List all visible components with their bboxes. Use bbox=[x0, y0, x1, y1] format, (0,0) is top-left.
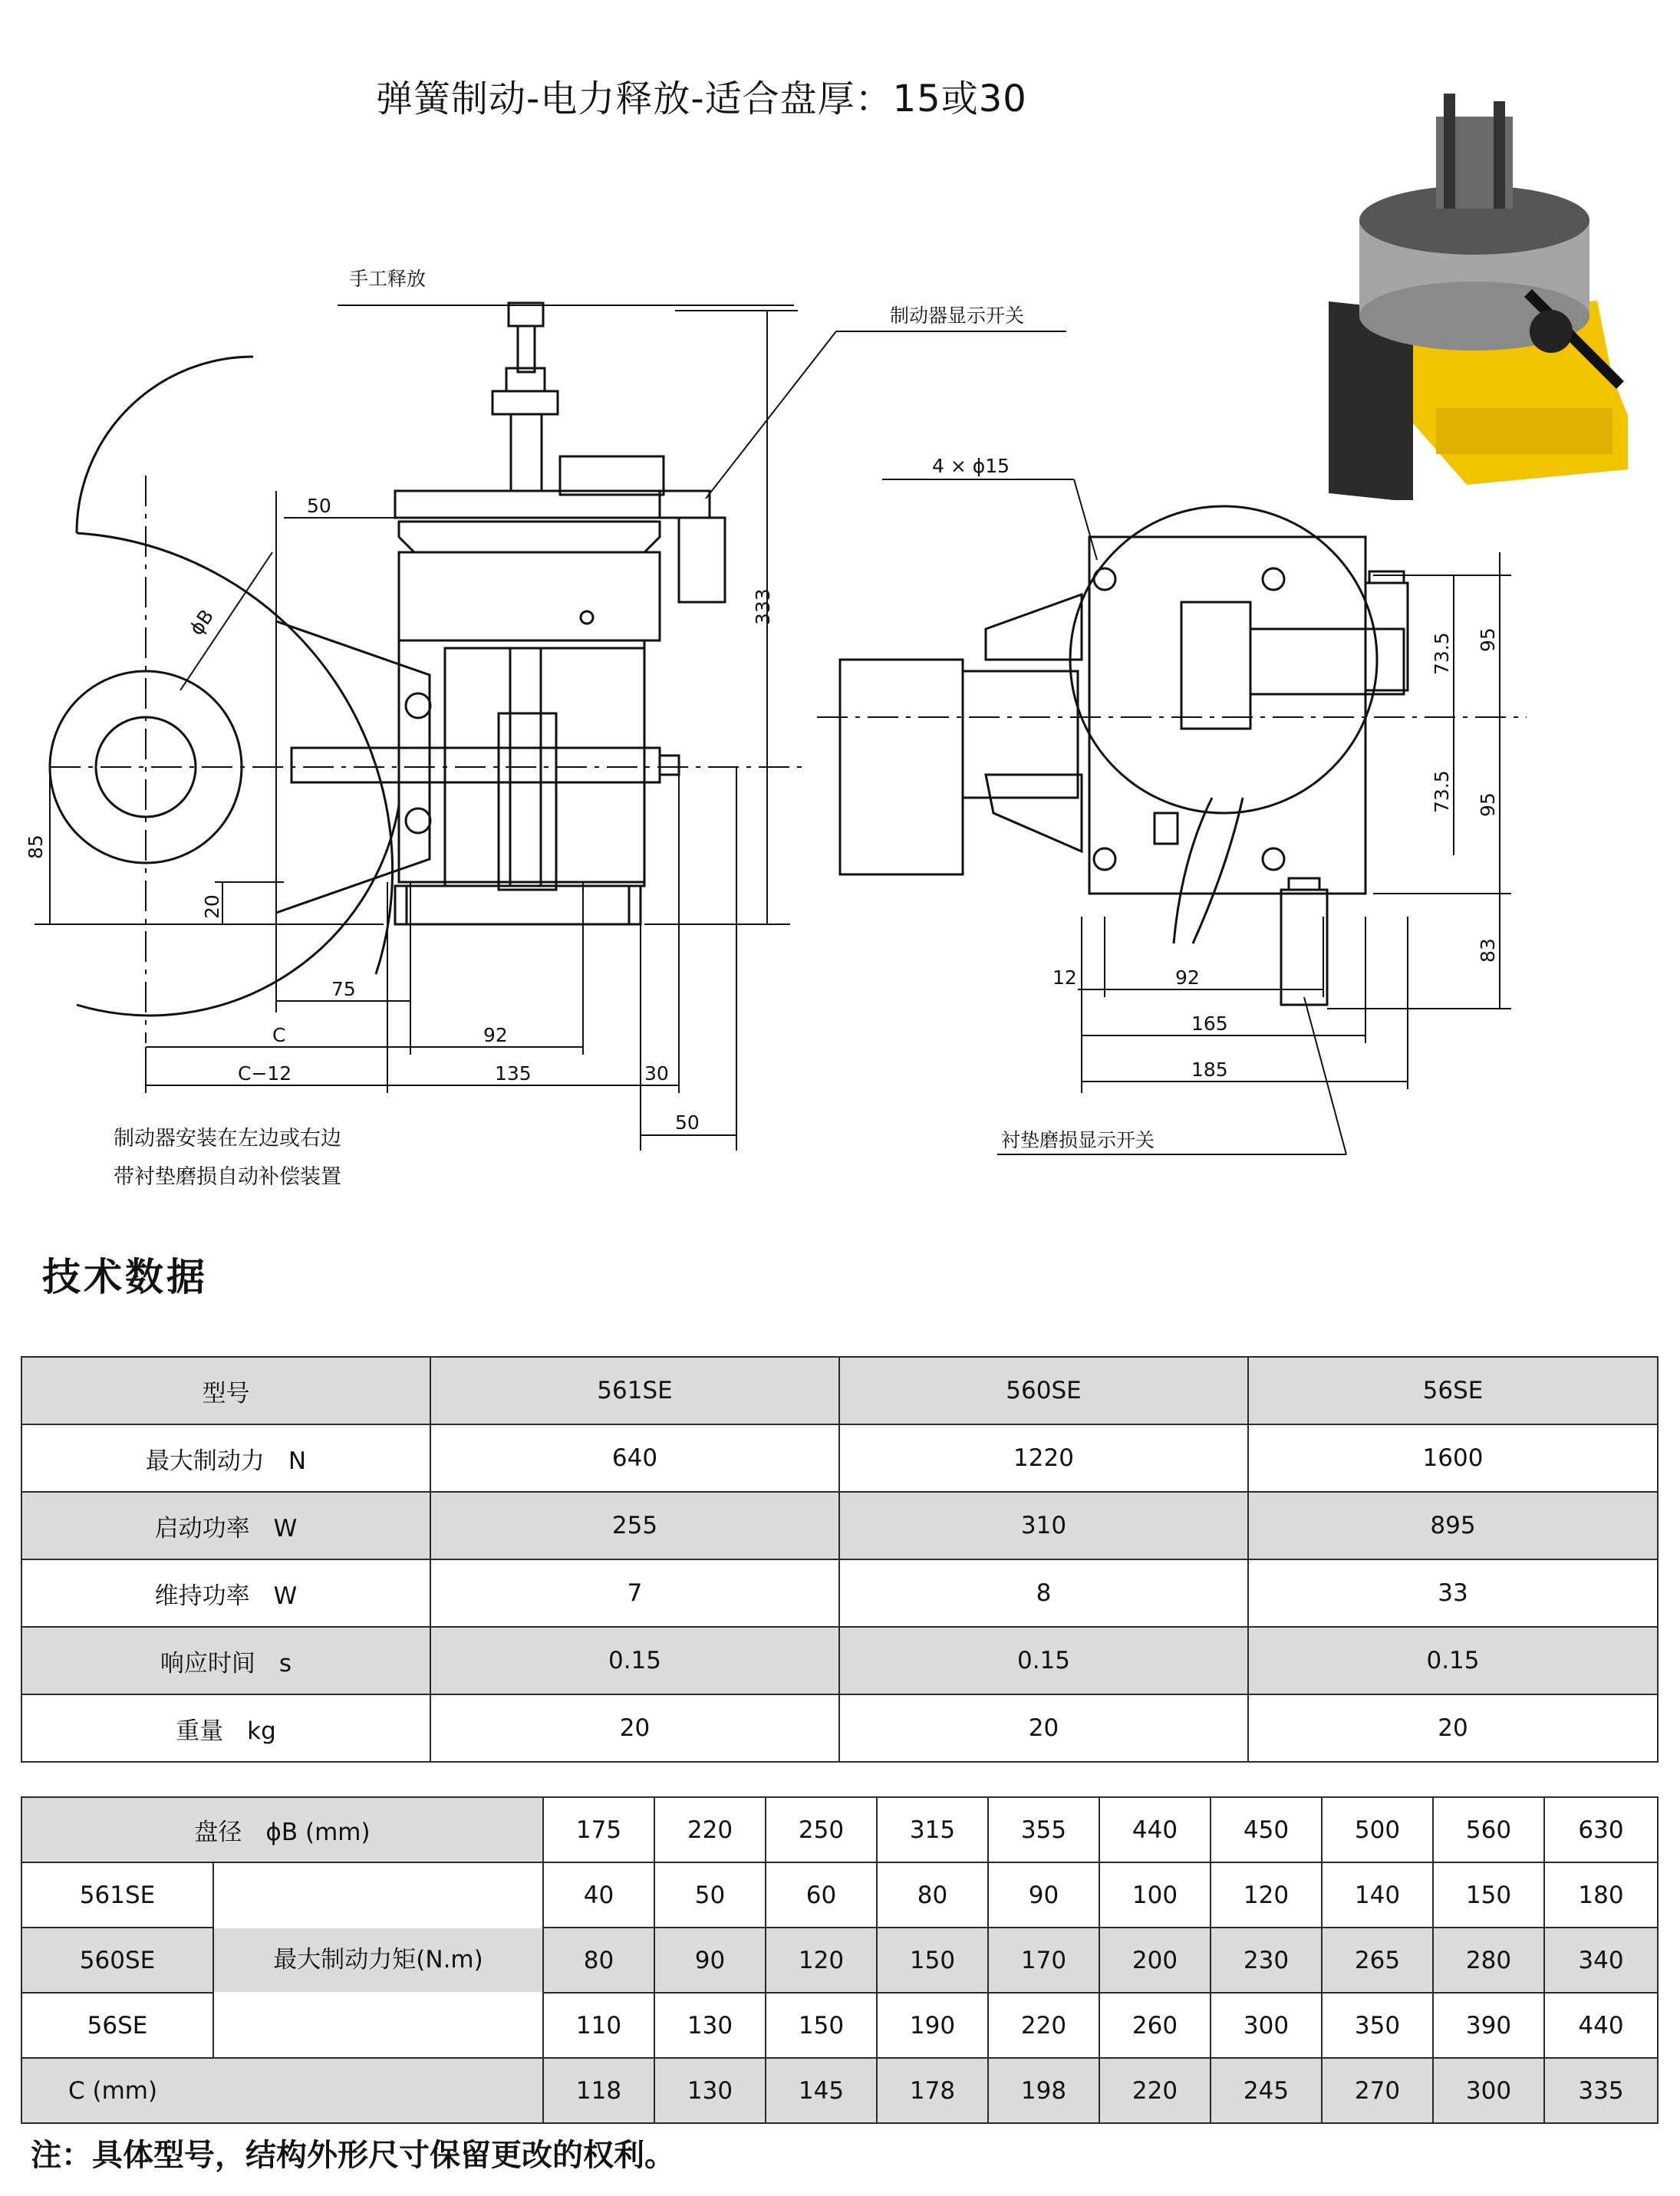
table-header-cell: 355 bbox=[988, 1797, 1099, 1862]
table-cell: 180 bbox=[1544, 1862, 1658, 1928]
table-cell: 310 bbox=[839, 1492, 1248, 1559]
lining-wear-switch-label: 衬垫磨损显示开关 bbox=[1001, 1129, 1155, 1151]
table-cell: 255 bbox=[430, 1492, 839, 1559]
dim-c: C bbox=[272, 1024, 286, 1046]
table-cell: 300 bbox=[1433, 2058, 1544, 2123]
dim-135: 135 bbox=[495, 1062, 532, 1085]
table-cell: 1220 bbox=[839, 1424, 1248, 1492]
dim-73-5-lower: 73.5 bbox=[1431, 770, 1453, 813]
table-header-cell: 型号 bbox=[21, 1357, 430, 1424]
table-row bbox=[21, 1492, 1658, 1559]
table-cell: 8 bbox=[839, 1559, 1248, 1627]
table-cell: 561SE bbox=[21, 1862, 213, 1928]
dim-92-right: 92 bbox=[1175, 966, 1200, 989]
table-cell: 60 bbox=[766, 1862, 877, 1928]
spec-table bbox=[21, 1356, 1659, 1763]
table-cell: 270 bbox=[1322, 2058, 1433, 2123]
table-header-cell: 561SE bbox=[430, 1357, 839, 1424]
dim-12: 12 bbox=[1052, 966, 1077, 989]
table-header-cell: 560 bbox=[1433, 1797, 1544, 1862]
table-row bbox=[21, 1694, 1658, 1762]
dim-50-bottom: 50 bbox=[675, 1111, 700, 1134]
table-cell: 120 bbox=[1211, 1862, 1322, 1928]
table-cell: 170 bbox=[988, 1928, 1099, 1993]
table-header-cell: 560SE bbox=[839, 1357, 1248, 1424]
table-cell: 560SE bbox=[21, 1928, 213, 1993]
table-row bbox=[21, 1797, 1658, 1862]
table-cell: 150 bbox=[1433, 1862, 1544, 1928]
brake-indicator-switch-label: 制动器显示开关 bbox=[890, 305, 1025, 327]
table-cell: 230 bbox=[1211, 1928, 1322, 1993]
table-cell: 220 bbox=[1099, 2058, 1211, 2123]
table-cell: 110 bbox=[543, 1993, 654, 2058]
table-cell: 120 bbox=[766, 1928, 877, 1993]
table-cell: 维持功率 W bbox=[21, 1559, 430, 1627]
torque-label: 最大制动力矩(N.m) bbox=[214, 1928, 542, 1992]
dim-83: 83 bbox=[1477, 938, 1499, 963]
table-cell: 245 bbox=[1211, 2058, 1322, 2123]
dim-92-left: 92 bbox=[483, 1024, 508, 1046]
table-cell: 20 bbox=[430, 1694, 839, 1762]
dim-333: 333 bbox=[752, 588, 774, 625]
table-cell: 220 bbox=[988, 1993, 1099, 2058]
dim-85: 85 bbox=[25, 835, 47, 859]
table-header-cell: 500 bbox=[1322, 1797, 1433, 1862]
table-cell: 260 bbox=[1099, 1993, 1211, 2058]
table-row bbox=[21, 1357, 1658, 1424]
table-cell: 7 bbox=[430, 1559, 839, 1627]
table-cell: 50 bbox=[654, 1862, 766, 1928]
table-header-cell: 630 bbox=[1544, 1797, 1658, 1862]
table-cell: 80 bbox=[877, 1862, 988, 1928]
drawing-notes bbox=[114, 1120, 341, 1197]
table-header-cell: 315 bbox=[877, 1797, 988, 1862]
table-header-cell: 220 bbox=[654, 1797, 766, 1862]
table-cell: 265 bbox=[1322, 1928, 1433, 1993]
table-cell: 350 bbox=[1322, 1993, 1433, 2058]
dim-20: 20 bbox=[201, 894, 223, 919]
table-cell: 200 bbox=[1099, 1928, 1211, 1993]
table-cell: 90 bbox=[988, 1862, 1099, 1928]
footer-note: 注：具体型号，结构外形尺寸保留更改的权利。 bbox=[31, 2137, 675, 2173]
table-cell: 895 bbox=[1248, 1492, 1658, 1559]
dim-50-top: 50 bbox=[307, 495, 331, 517]
table-cell: 145 bbox=[766, 2058, 877, 2123]
product-photo bbox=[1321, 86, 1643, 500]
table-cell: 198 bbox=[988, 2058, 1099, 2123]
table-cell: C (mm) bbox=[21, 2058, 543, 2123]
table-row bbox=[21, 2058, 1658, 2123]
table-cell: 100 bbox=[1099, 1862, 1211, 1928]
table-cell: 80 bbox=[543, 1928, 654, 1993]
dim-75: 75 bbox=[331, 978, 356, 1000]
table-cell: 重量 kg bbox=[21, 1694, 430, 1762]
table-cell: 0.15 bbox=[430, 1627, 839, 1694]
table-cell: 640 bbox=[430, 1424, 839, 1492]
table-row bbox=[21, 1627, 1658, 1694]
dim-95-upper: 95 bbox=[1477, 627, 1499, 652]
table-cell: 130 bbox=[654, 1993, 766, 2058]
dim-185: 185 bbox=[1191, 1058, 1228, 1081]
manual-release-label: 手工释放 bbox=[349, 268, 427, 290]
table-cell: 56SE bbox=[21, 1993, 213, 2058]
disc-diameter-label: ϕB bbox=[185, 605, 219, 640]
table-row bbox=[21, 1559, 1658, 1627]
table-cell: 390 bbox=[1433, 1993, 1544, 2058]
dim-30: 30 bbox=[644, 1062, 669, 1085]
table-header-cell: 450 bbox=[1211, 1797, 1322, 1862]
dim-c-minus-12: C−12 bbox=[238, 1062, 292, 1085]
table-header-cell: 盘径 ϕB (mm) bbox=[21, 1797, 543, 1862]
table-row bbox=[21, 1862, 1658, 1928]
table-cell: 最大制动力 N bbox=[21, 1424, 430, 1492]
table-cell: 178 bbox=[877, 2058, 988, 2123]
table-header-cell: 175 bbox=[543, 1797, 654, 1862]
holes-label: 4 × ϕ15 bbox=[932, 455, 1010, 477]
table-cell: 启动功率 W bbox=[21, 1492, 430, 1559]
table-cell: 20 bbox=[1248, 1694, 1658, 1762]
table-header-cell: 440 bbox=[1099, 1797, 1211, 1862]
torque-table bbox=[21, 1796, 1659, 2124]
table-cell: 90 bbox=[654, 1928, 766, 1993]
torque-label-cell bbox=[213, 1862, 543, 2058]
table-cell: 130 bbox=[654, 2058, 766, 2123]
table-cell: 300 bbox=[1211, 1993, 1322, 2058]
table-cell: 33 bbox=[1248, 1559, 1658, 1627]
table-cell: 响应时间 s bbox=[21, 1627, 430, 1694]
table-cell: 150 bbox=[877, 1928, 988, 1993]
dim-73-5-upper: 73.5 bbox=[1431, 632, 1453, 675]
section-title: 技术数据 bbox=[42, 1255, 208, 1299]
table-cell: 0.15 bbox=[1248, 1627, 1658, 1694]
table-cell: 118 bbox=[543, 2058, 654, 2123]
table-cell: 140 bbox=[1322, 1862, 1433, 1928]
table-cell: 340 bbox=[1544, 1928, 1658, 1993]
note-line: 带衬垫磨损自动补偿装置 bbox=[114, 1165, 341, 1189]
note-line: 制动器安装在左边或右边 bbox=[114, 1127, 341, 1151]
table-cell: 190 bbox=[877, 1993, 988, 2058]
table-row bbox=[21, 1424, 1658, 1492]
table-cell: 280 bbox=[1433, 1928, 1544, 1993]
page-title: 弹簧制动-电力释放-适合盘厚：15或30 bbox=[376, 77, 1027, 120]
table-cell: 335 bbox=[1544, 2058, 1658, 2123]
table-cell: 20 bbox=[839, 1694, 1248, 1762]
table-header-cell: 56SE bbox=[1248, 1357, 1658, 1424]
table-cell: 150 bbox=[766, 1993, 877, 2058]
table-cell: 1600 bbox=[1248, 1424, 1658, 1492]
table-cell: 0.15 bbox=[839, 1627, 1248, 1694]
dim-165: 165 bbox=[1191, 1012, 1228, 1035]
table-header-cell: 250 bbox=[766, 1797, 877, 1862]
dim-95-lower: 95 bbox=[1477, 792, 1499, 817]
table-cell: 440 bbox=[1544, 1993, 1658, 2058]
table-cell: 40 bbox=[543, 1862, 654, 1928]
